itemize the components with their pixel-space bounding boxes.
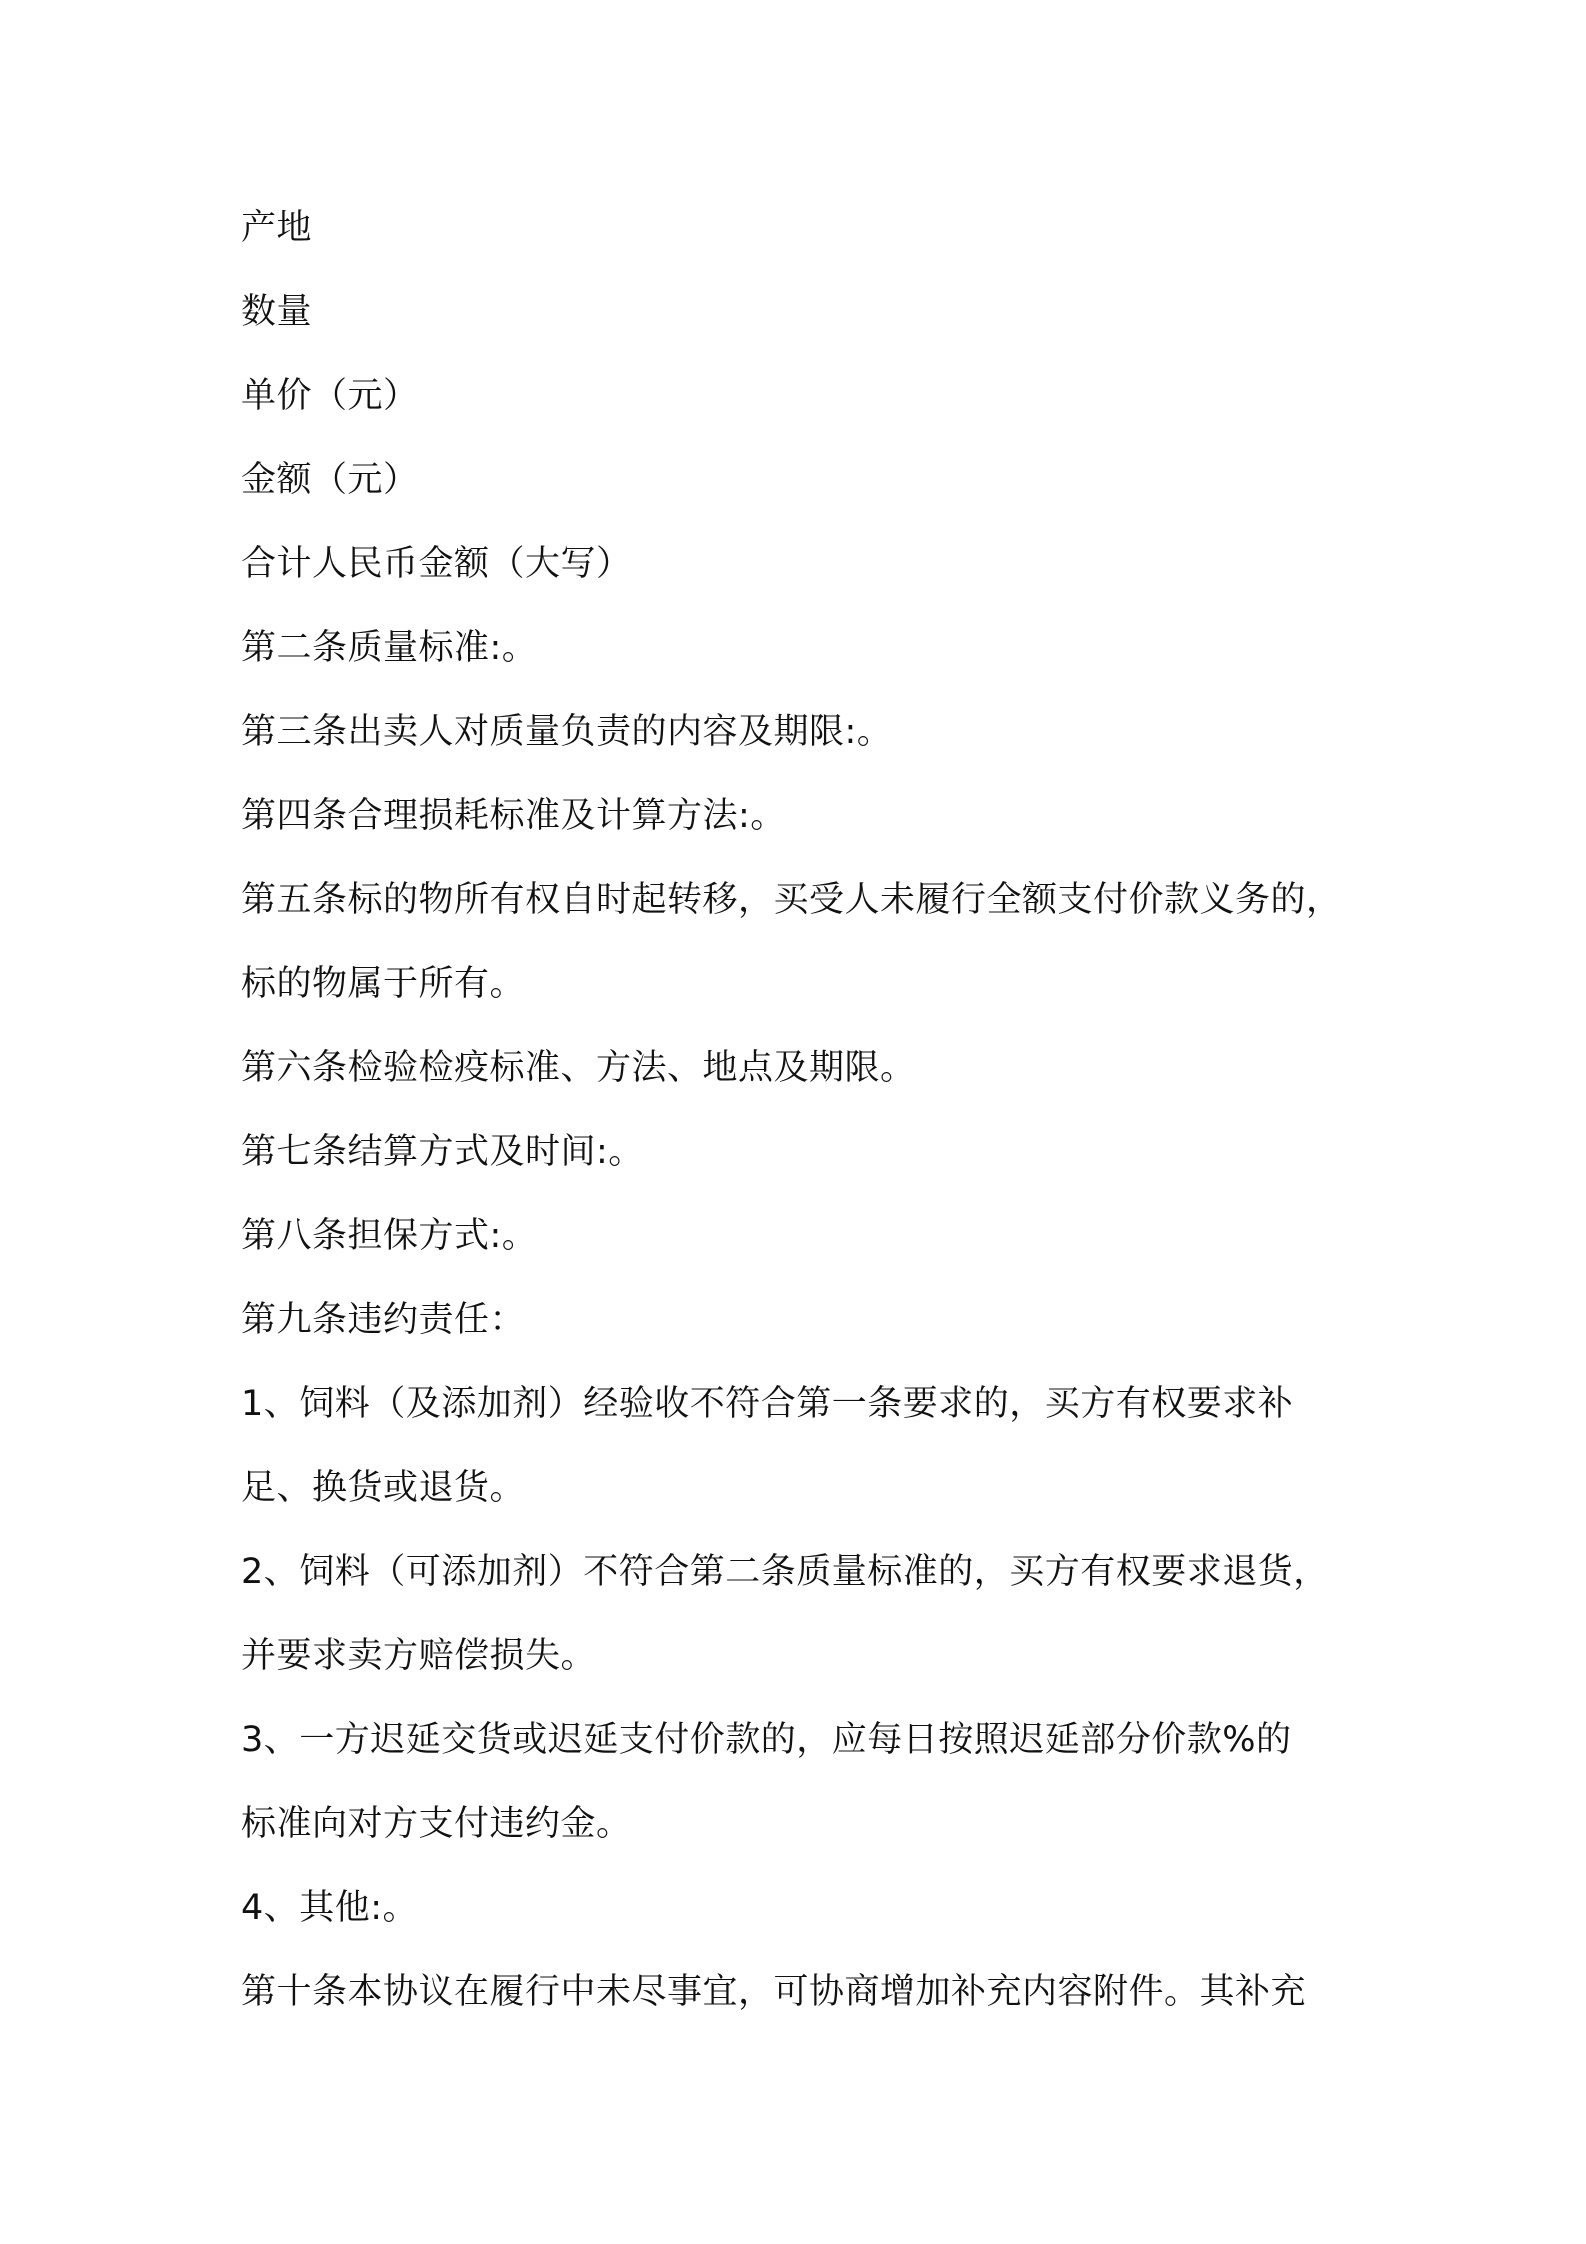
clause-5-ownership: 第五条标的物所有权自时起转移，买受人未履行全额支付价款义务的， bbox=[241, 880, 1342, 920]
clause-8-guarantee: 第八条担保方式:。 bbox=[241, 1216, 538, 1256]
breach-item-3-cont: 标准向对方支付违约金。 bbox=[241, 1804, 632, 1844]
breach-item-1: 1、饲料（及添加剂）经验收不符合第一条要求的，买方有权要求补 bbox=[241, 1384, 1294, 1424]
clause-5-ownership-cont: 标的物属于所有。 bbox=[241, 964, 526, 1004]
field-label-unit-price: 单价（元） bbox=[241, 376, 419, 416]
breach-item-3: 3、一方迟延交货或迟延支付价款的，应每日按照迟延部分价款%的 bbox=[241, 1720, 1292, 1760]
clause-4-loss-standard: 第四条合理损耗标准及计算方法:。 bbox=[241, 796, 786, 836]
breach-item-2-cont: 并要求卖方赔偿损失。 bbox=[241, 1636, 597, 1676]
field-label-amount: 金额（元） bbox=[241, 460, 419, 500]
clause-2-quality: 第二条质量标准:。 bbox=[241, 628, 538, 668]
field-label-origin: 产地 bbox=[241, 208, 313, 248]
field-label-total-rmb: 合计人民币金额（大写） bbox=[241, 544, 632, 584]
clause-10-supplement: 第十条本协议在履行中未尽事宜，可协商增加补充内容附件。其补充 bbox=[241, 1972, 1307, 2012]
field-label-quantity: 数量 bbox=[241, 292, 313, 332]
breach-item-4: 4、其他:。 bbox=[241, 1888, 419, 1928]
breach-item-2: 2、饲料（可添加剂）不符合第二条质量标准的，买方有权要求退货， bbox=[241, 1552, 1329, 1592]
clause-7-settlement: 第七条结算方式及时间:。 bbox=[241, 1132, 644, 1172]
document-body bbox=[241, 198, 1381, 2046]
clause-6-inspection: 第六条检验检疫标准、方法、地点及期限。 bbox=[241, 1048, 916, 1088]
clause-3-seller-liability: 第三条出卖人对质量负责的内容及期限:。 bbox=[241, 712, 893, 752]
breach-item-1-cont: 足、换货或退货。 bbox=[241, 1468, 526, 1508]
clause-9-breach: 第九条违约责任： bbox=[241, 1300, 526, 1340]
